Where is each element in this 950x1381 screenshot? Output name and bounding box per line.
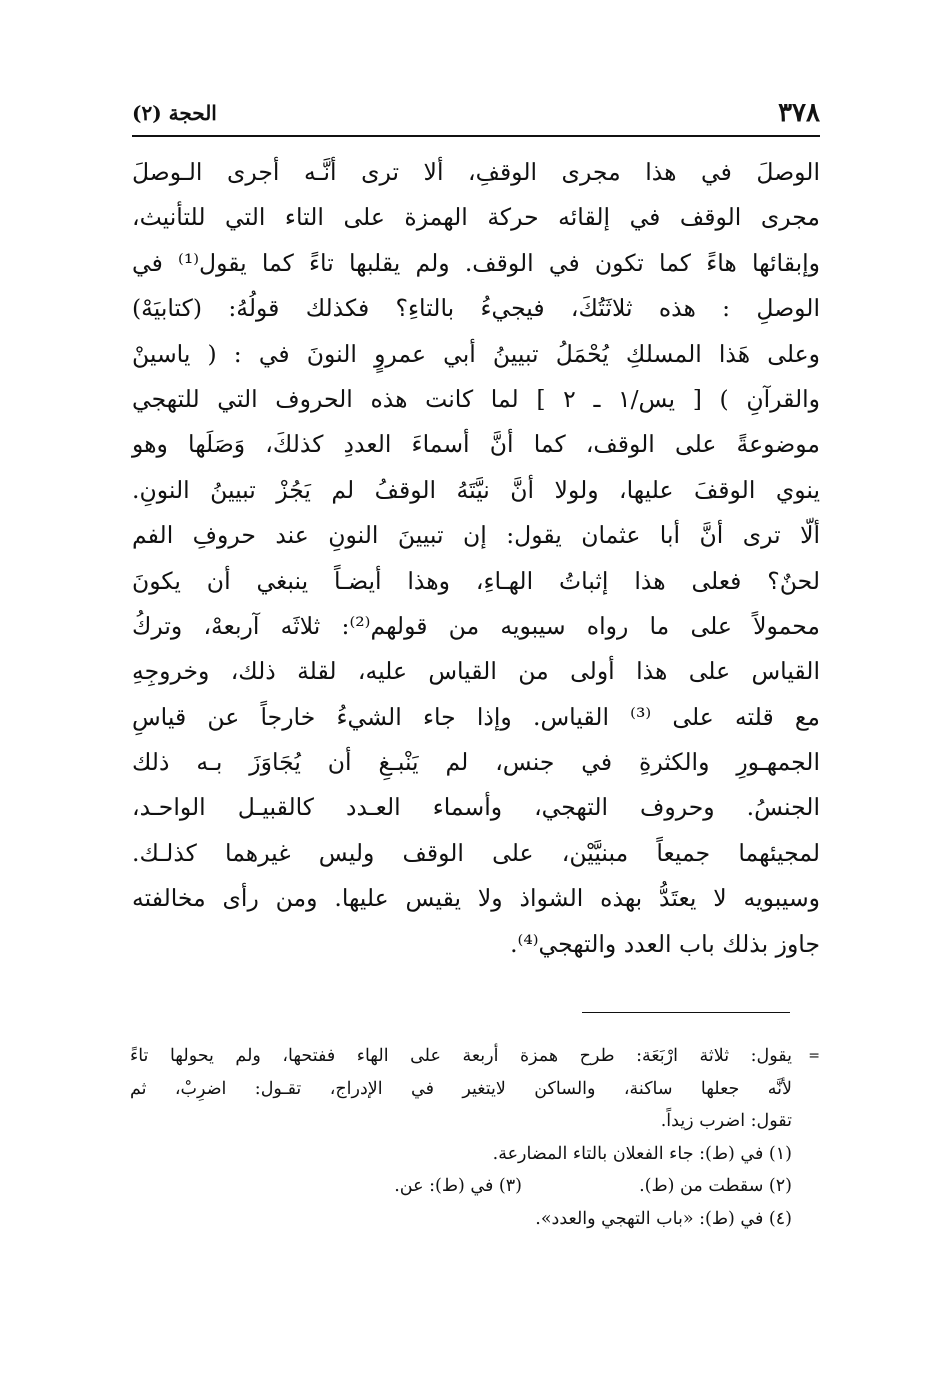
footnote-continuation-line: لأنَّه جعلها ساكنة، والساكن لايتغير في الإدراج، تقـول: اضرِبْ، ثم (130, 1078, 792, 1099)
text-line: جاوز بذلك باب العدد والتهجي⁽⁴⁾. (510, 929, 820, 958)
header-rule (132, 135, 820, 137)
text-line: لمجيئهما جميعاً مبنيَّيْن، على الوقف وليس غيرهما كذلـك. (132, 838, 820, 867)
text-line: لحنٌ؟ فعلى هذا إثباتُ الهـاءِ، وهذا أيضـاً ينبغي أن يكونَ (132, 566, 820, 595)
text-line: محمولاً على ما رواه سيبويه من قولهم⁽²⁾: ثلاثَه آربعهْ، وتركُ (132, 611, 821, 640)
text-line: ألّا ترى أنَّ أبا عثمان يقول: إن تبيينَ النونِ عند حروفِ الفم (132, 521, 820, 550)
text-line: وعلى هَذا المسلكِ يُحْمَلُ تبيينُ أبي عمروٍ النونَ في : ( ياسينْ (132, 339, 820, 368)
text-line: الوصلَ في هذا مجرى الوقفِ، ألا ترى أنَّـه أجرى الـوصلَ (132, 158, 820, 186)
footnote-1: (١) في (ط): جاء الفعلان بالتاء المضارعة. (492, 1143, 792, 1164)
text-line: موضوعةً على الوقف، كما أنَّ أسماءَ العددِ كذلكَ، وَصَلَها وهو (132, 430, 820, 459)
footnote-continuation-line: يقول: ثلاثة ارْبَعَة: طرح همزة أربعة على الهاء ففتحها، ولم يحولها تاءً (130, 1046, 792, 1066)
footnote-2: (٢) سقطت من (ط). (639, 1176, 792, 1196)
footnotes (130, 1040, 820, 1235)
text-line: وسيبويه لا يعتَدُّ بهذه الشواذ ولا يقيس عليها. ومن رأى مخالفته (132, 884, 820, 913)
main-text (132, 150, 820, 967)
text-line: ينوي الوقفَ عليها، ولولا أنَّ نيَّتَهُ الوقفُ لم يَجُزْ تبيينُ النونِ. (132, 475, 820, 504)
running-head: الحجة (٢) (132, 101, 217, 125)
text-line: والقرآنِ ) [ يس/١ ـ ٢ ] لما كانت هذه الحروف التي للتهجي (132, 384, 821, 413)
text-line: الجنسُ. وحروف التهجي، وأسماء العـدد كالقبيـل الواحـد، (132, 793, 820, 822)
text-line: الجمهـورِ والكثرةِ في جنس، لم يَنْبـغِ أن يُجَاوَزَ بـه ذلك (132, 748, 820, 777)
footnote-continuation-marker: = (808, 1048, 820, 1064)
footnote-4: (٤) في (ط): «باب التهجي والعدد». (535, 1208, 792, 1229)
footnote-row-2-3 (130, 1170, 792, 1203)
text-line: مع قلته على ⁽³⁾ القياس. وإذا جاء الشيءُ خارجاً عن قياسِ (132, 702, 820, 731)
text-line: الوصلِ : هذه ثلاثَتُكَ، فيجيءُ بالتاءِ؟ فكذلك قولُهُ: (كتابيَهْ) (132, 294, 820, 323)
footnote-continuation-line: تقول: اضرب زيداً. (660, 1111, 792, 1131)
text-line: مجرى الوقف في إلقائه حركة الهمزة على التاء التي للتأنيث، (132, 203, 820, 232)
text-line: القياس على هذا أولى من القياس عليه، لقلة ذلك، وخروجِهِ (132, 657, 820, 686)
text-line: وإبقائها هاءً كما تكون في الوقف. ولم يقلبها تاءً كما يقول⁽¹⁾ في (132, 248, 821, 277)
footnote-3: (٣) في (ط): عن. (394, 1176, 522, 1196)
page-header (132, 96, 820, 130)
footnote-rule (582, 1012, 790, 1013)
page-number: ٣٧٨ (778, 98, 820, 128)
